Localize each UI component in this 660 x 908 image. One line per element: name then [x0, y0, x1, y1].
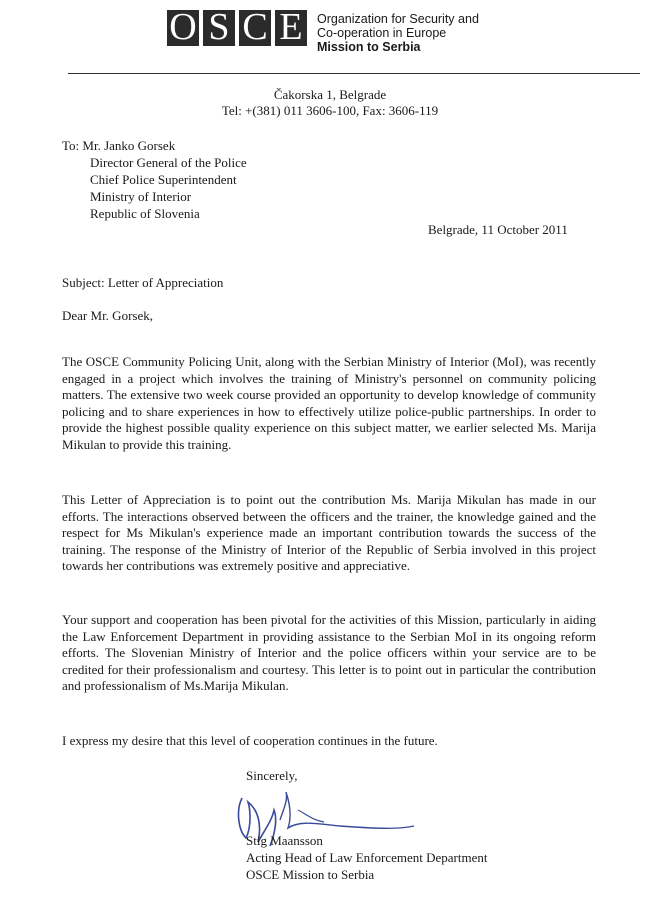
- osce-logo: [167, 10, 307, 46]
- logo-letter: S: [203, 10, 235, 46]
- recipient-line: Chief Police Superintendent: [90, 172, 237, 187]
- recipient-line: Ministry of Interior: [90, 189, 192, 204]
- org-line: Organization for Security and: [317, 12, 479, 26]
- org-mission: Mission to Serbia: [317, 40, 421, 54]
- body-paragraph: This Letter of Appreciation is to point out the contribution Ms. Marija Mikulan has made in our efforts. The interactions observed between the officers and the trainer, the knowledge gained and the respect for Ms Mikulan's experience made an important contribution towards the success of the training. The response of the Ministry of Interior of the Republic of Serbia involved in this project towards her contributions was extremely positive and appreciative.: [62, 492, 596, 574]
- logo-letter: E: [275, 10, 307, 46]
- closing-sincerely: Sincerely,: [246, 768, 298, 783]
- logo-letter: O: [167, 10, 199, 46]
- salutation: Dear Mr. Gorsek,: [62, 308, 153, 323]
- signatory-name: Stig Maansson: [246, 833, 323, 848]
- header-divider: [68, 73, 640, 74]
- phone-fax: Tel: +(381) 011 3606-100, Fax: 3606-119: [221, 103, 439, 118]
- body-paragraph: Your support and cooperation has been pivotal for the activities of this Mission, particularly in aiding the Law Enforcement Department in providing assistance to the Serbian MoI in its ongoing reform efforts. The Slovenian Ministry of Interior and the police officers within your service are to be credited for their professionalism and courtesy. This letter is to point out in particular the contribution and professionalism of Ms.Marija Mikulan.: [62, 612, 596, 694]
- body-paragraph: The OSCE Community Policing Unit, along with the Serbian Ministry of Interior (MoI), was recently engaged in a project which involves the training of Ministry's personnel on community policing matters. The extensive two week course provided an opportunity to develop knowledge of community policing and to share experiences in how to effectively utilize police-public partnerships. In order to provide the highest possible quality experience on this subject matter, we earlier selected Ms. Marija Mikulan to provide this training.: [62, 354, 596, 452]
- letter-subject: Subject: Letter of Appreciation: [62, 275, 224, 290]
- org-line: Co-operation in Europe: [317, 26, 447, 40]
- signatory-org: OSCE Mission to Serbia: [246, 867, 375, 882]
- address: Čakorska 1, Belgrade: [273, 87, 387, 102]
- recipient-line: Director General of the Police: [90, 155, 247, 170]
- recipient-to: To: Mr. Janko Gorsek: [62, 138, 176, 153]
- signatory-title: Acting Head of Law Enforcement Department: [246, 850, 488, 865]
- org-name: [317, 12, 479, 54]
- logo-letter: C: [239, 10, 271, 46]
- body-paragraph: I express my desire that this level of cooperation continues in the future.: [62, 733, 438, 748]
- letter-date: Belgrade, 11 October 2011: [428, 222, 568, 237]
- recipient-line: Republic of Slovenia: [90, 206, 200, 221]
